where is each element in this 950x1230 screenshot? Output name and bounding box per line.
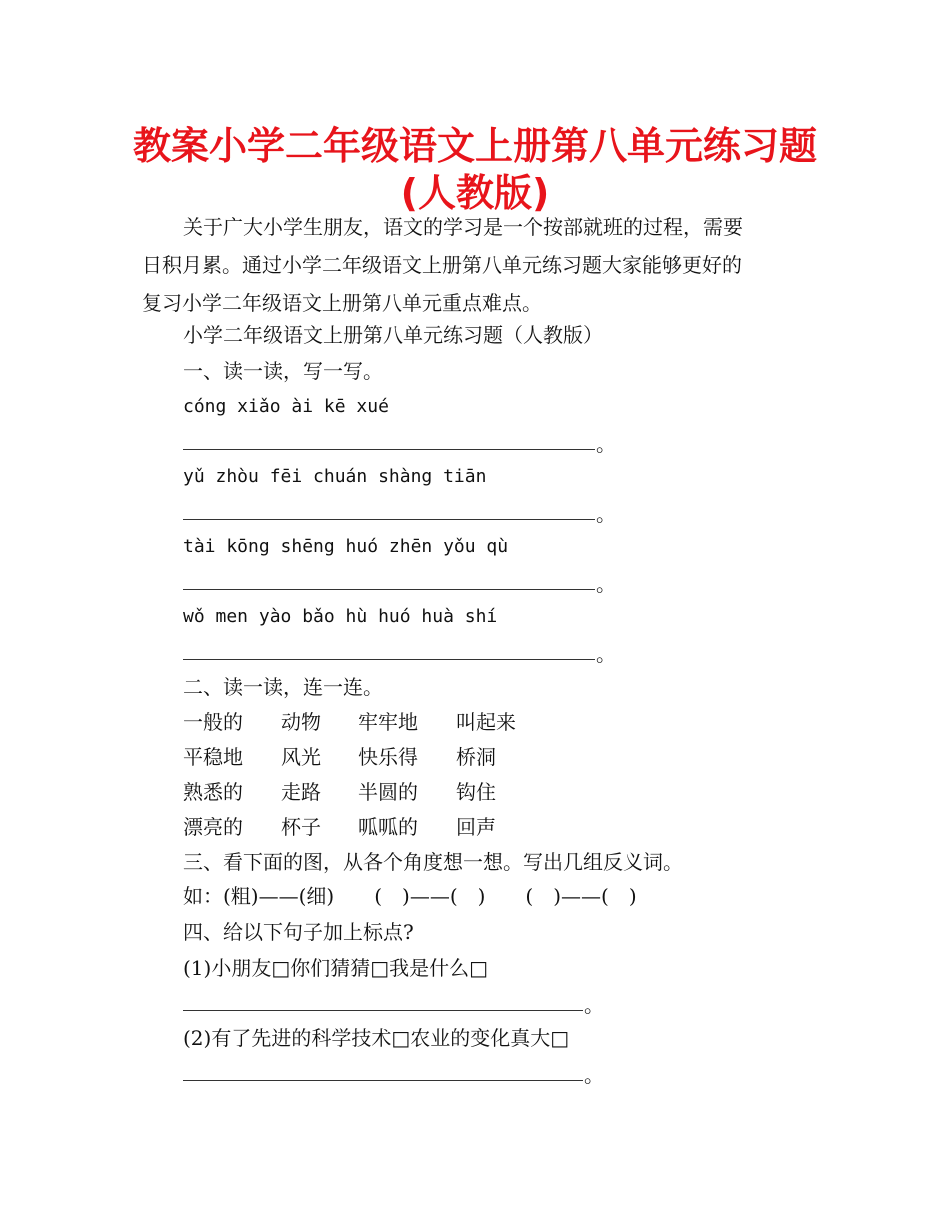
section1-heading: 一、读一读，写一写。 xyxy=(183,359,383,383)
sentence-end-mark: 。 xyxy=(596,572,616,596)
punctuation-sentence-1: (1)小朋友□你们猜猜□我是什么□ xyxy=(183,956,489,980)
section2-heading: 二、读一读，连一连。 xyxy=(183,675,383,699)
section3-heading: 三、看下面的图，从各个角度想一想。写出几组反义词。 xyxy=(183,850,683,874)
answer-blank[interactable] xyxy=(183,1010,583,1011)
match-word[interactable]: 牢牢地 xyxy=(358,710,418,734)
sentence-end-mark: 。 xyxy=(584,993,604,1017)
punctuation-sentence-2: (2)有了先进的科学技术□农业的变化真大□ xyxy=(183,1026,570,1050)
document-title-line2: (人教版) xyxy=(400,171,550,215)
answer-blank[interactable] xyxy=(183,519,595,520)
match-word[interactable]: 平稳地 xyxy=(183,745,243,769)
match-word[interactable]: 一般的 xyxy=(183,710,243,734)
answer-blank[interactable] xyxy=(183,1080,583,1081)
match-word[interactable]: 风光 xyxy=(281,745,321,769)
match-word[interactable]: 杯子 xyxy=(281,815,321,839)
match-word[interactable]: 呱呱的 xyxy=(358,815,418,839)
match-word[interactable]: 动物 xyxy=(281,710,321,734)
answer-blank[interactable] xyxy=(183,449,595,450)
sentence-end-mark: 。 xyxy=(596,502,616,526)
answer-blank[interactable] xyxy=(183,659,595,660)
match-word[interactable]: 钩住 xyxy=(456,780,496,804)
pinyin-line: wǒ men yào bǎo hù huó huà shí xyxy=(183,606,498,627)
answer-blank[interactable] xyxy=(183,589,595,590)
intro-line-3: 复习小学二年级语文上册第八单元重点难点。 xyxy=(142,291,542,315)
sentence-end-mark: 。 xyxy=(584,1063,604,1087)
document-title-line1: 教案小学二年级语文上册第八单元练习题 xyxy=(132,124,817,168)
intro-line-1: 关于广大小学生朋友，语文的学习是一个按部就班的过程，需要 xyxy=(183,215,743,239)
sentence-end-mark: 。 xyxy=(596,432,616,456)
pinyin-line: cóng xiǎo ài kē xué xyxy=(183,396,389,417)
pinyin-line: tài kōng shēng huó zhēn yǒu qù xyxy=(183,536,509,557)
exercise-subtitle: 小学二年级语文上册第八单元练习题（人教版） xyxy=(183,323,603,347)
match-word[interactable]: 快乐得 xyxy=(358,745,418,769)
antonym-example-line: 如：(粗)——(细) ( )——( ) ( )——( ) xyxy=(183,884,637,908)
match-word[interactable]: 桥洞 xyxy=(456,745,496,769)
match-word[interactable]: 叫起来 xyxy=(456,710,516,734)
sentence-end-mark: 。 xyxy=(596,642,616,666)
match-word[interactable]: 半圆的 xyxy=(358,780,418,804)
match-word[interactable]: 回声 xyxy=(456,815,496,839)
section4-heading: 四、给以下句子加上标点? xyxy=(183,920,414,944)
intro-line-2: 日积月累。通过小学二年级语文上册第八单元练习题大家能够更好的 xyxy=(142,253,742,277)
match-word[interactable]: 熟悉的 xyxy=(183,780,243,804)
match-word[interactable]: 走路 xyxy=(281,780,321,804)
pinyin-line: yǔ zhòu fēi chuán shàng tiān xyxy=(183,466,487,487)
match-word[interactable]: 漂亮的 xyxy=(183,815,243,839)
